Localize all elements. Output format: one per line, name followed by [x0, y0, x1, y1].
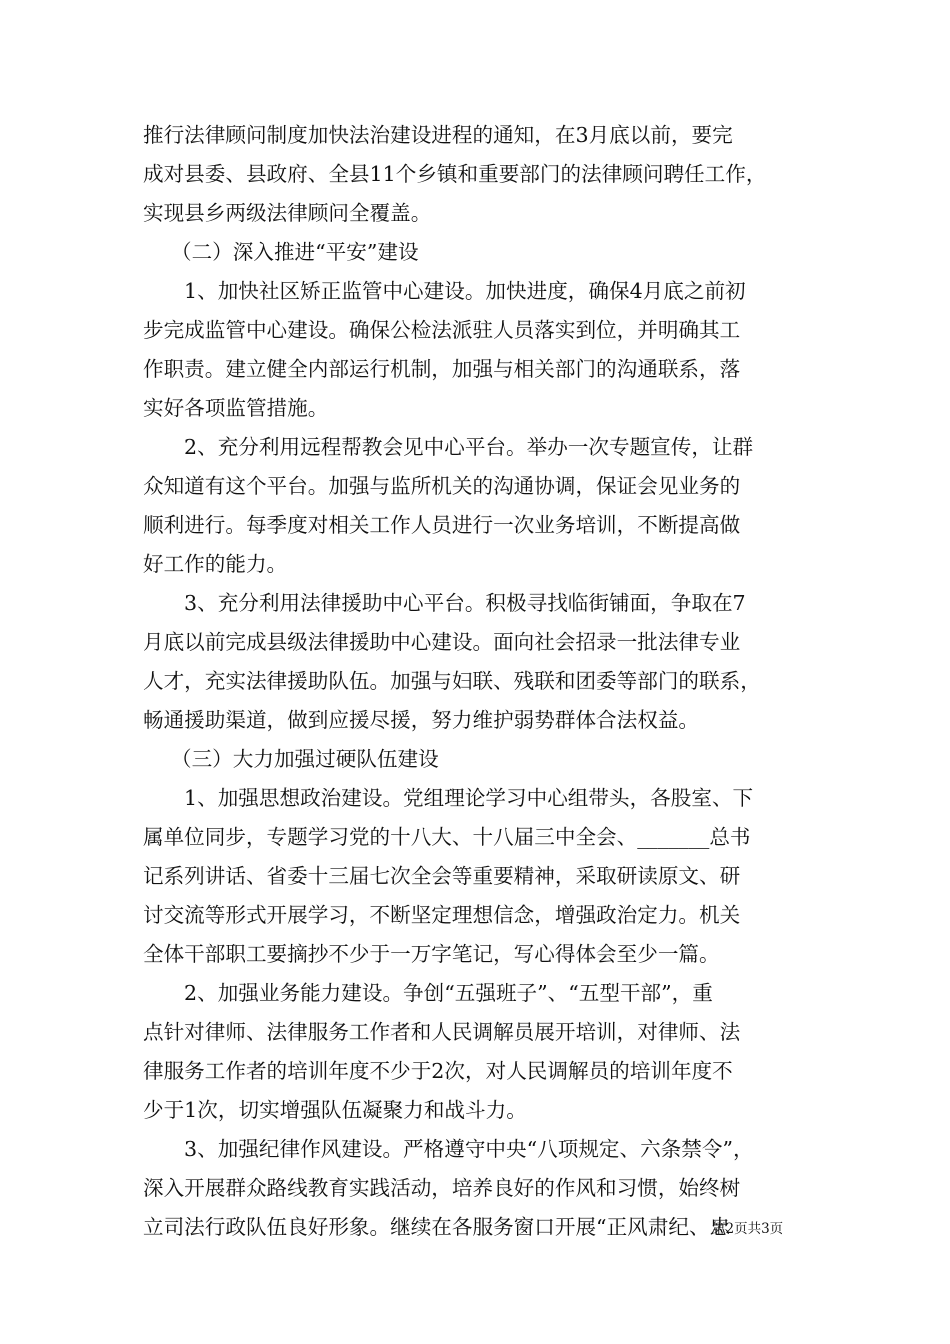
text-line: 好工作的能力。: [143, 552, 288, 576]
text-line: 成对县委、县政府、全县11个乡镇和重要部门的法律顾问聘任工作，: [143, 162, 767, 186]
text-line: 1、加快社区矫正监管中心建设。加快进度，确保4月底之前初: [184, 279, 746, 303]
text-line: 全体干部职工要摘抄不少于一万字笔记，写心得体会至少一篇。: [143, 942, 720, 966]
text-line: 点针对律师、法律服务工作者和人民调解员展开培训，对律师、法: [143, 1020, 741, 1044]
text-line: 1、加强思想政治建设。党组理论学习中心组带头，各股室、下: [184, 786, 754, 810]
text-line: 月底以前完成县级法律援助中心建设。面向社会招录一批法律专业: [143, 630, 741, 654]
section-heading: （二）深入推进“平安”建设: [171, 240, 419, 264]
text-line: 2、加强业务能力建设。争创“五强班子”、“五型干部”，重: [184, 981, 713, 1005]
text-line: 讨交流等形式开展学习，不断坚定理想信念，增强政治定力。机关: [143, 903, 741, 927]
text-line: 律服务工作者的培训年度不少于2次，对人民调解员的培训年度不: [143, 1059, 733, 1083]
text-line: 实好各项监管措施。: [143, 396, 329, 420]
text-line: 属单位同步，专题学习党的十八大、十八届三中全会、_______总书: [143, 825, 751, 849]
text-line: 步完成监管中心建设。确保公检法派驻人员落实到位，并明确其工: [143, 318, 741, 342]
text-line: 深入开展群众路线教育实践活动，培养良好的作风和习惯，始终树: [143, 1176, 741, 1200]
text-line: 畅通援助渠道，做到应援尽援，努力维护弱势群体合法权益。: [143, 708, 700, 732]
text-line: 实现县乡两级法律顾问全覆盖。: [143, 201, 432, 225]
text-line: 立司法行政队伍良好形象。继续在各服务窗口开展“正风肃纪、忠: [143, 1215, 731, 1239]
text-line: 3、充分利用法律援助中心平台。积极寻找临街铺面，争取在7: [184, 591, 746, 615]
section-heading: （三）大力加强过硬队伍建设: [171, 747, 439, 771]
text-line: 作职责。建立健全内部运行机制，加强与相关部门的沟通联系，落: [143, 357, 741, 381]
text-line: 推行法律顾问制度加快法治建设进程的通知，在3月底以前，要完: [143, 123, 733, 147]
page-number: 第2页共3页: [712, 1221, 784, 1237]
text-line: 2、充分利用远程帮教会见中心平台。举办一次专题宣传，让群: [184, 435, 754, 459]
text-line: 人才，充实法律援助队伍。加强与妇联、残联和团委等部门的联系，: [143, 669, 761, 693]
text-line: 记系列讲话、省委十三届七次全会等重要精神，采取研读原文、研: [143, 864, 741, 888]
text-line: 众知道有这个平台。加强与监所机关的沟通协调，保证会见业务的: [143, 474, 741, 498]
text-line: 3、加强纪律作风建设。严格遵守中央“八项规定、六条禁令”，: [184, 1137, 754, 1161]
text-line: 顺利进行。每季度对相关工作人员进行一次业务培训，不断提高做: [143, 513, 741, 537]
text-line: 少于1次，切实增强队伍凝聚力和战斗力。: [143, 1098, 527, 1122]
